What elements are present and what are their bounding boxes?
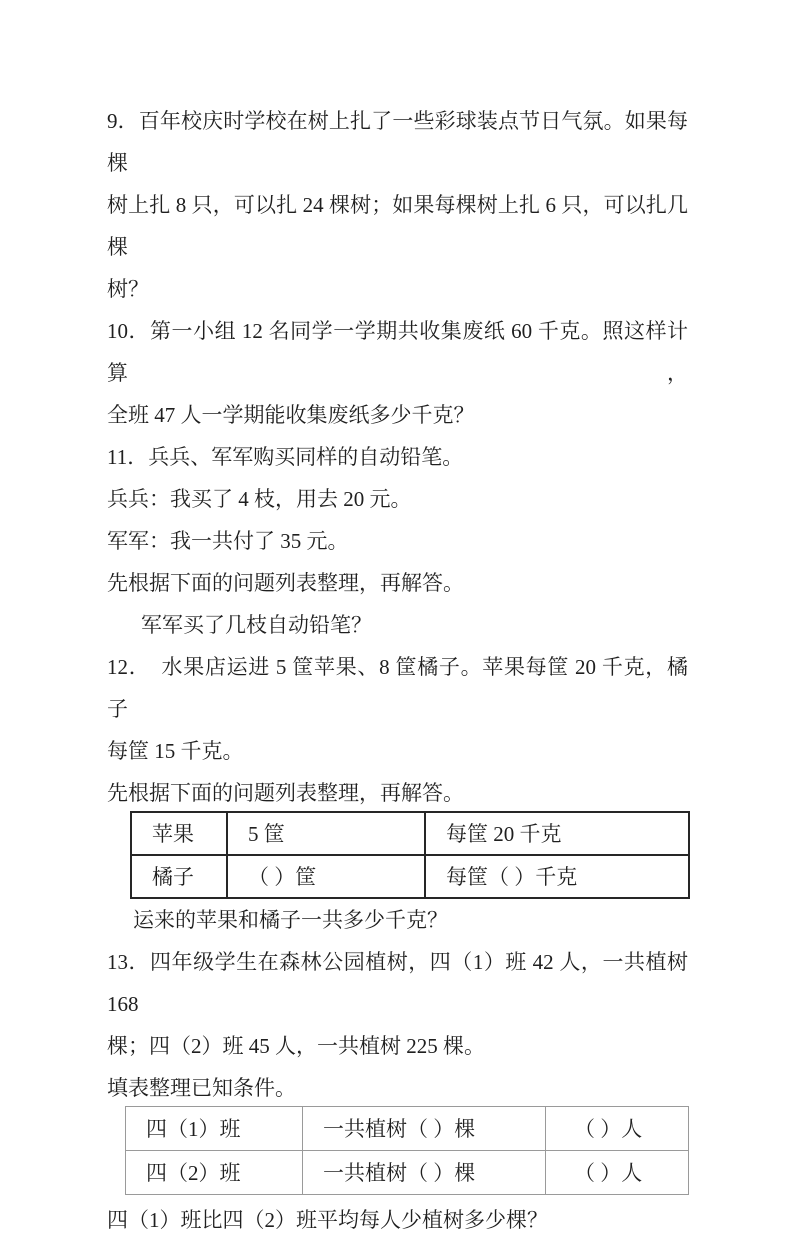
problem-11-junjun-statement: 军军：我一共付了 35 元。 [107, 529, 349, 553]
problem-11-bingbing-statement: 兵兵：我买了 4 枝，用去 20 元。 [107, 487, 412, 511]
fruit-table-cell-apple-label: 苹果 [131, 812, 227, 855]
class-table [125, 1106, 689, 1195]
fruit-table-row-orange [131, 855, 689, 898]
class-table-cell-class1-people: （ ）人 [546, 1107, 689, 1151]
class-table-cell-class1-trees: 一共植树（ ）棵 [303, 1107, 546, 1151]
class-table-cell-class2-label: 四（2）班 [126, 1151, 303, 1195]
fruit-table-cell-apple-weight: 每筐 20 千克 [425, 812, 689, 855]
problem-9-line-1: 9．百年校庆时学校在树上扎了一些彩球装点节日气氛。如果每棵 [107, 109, 688, 175]
fruit-table-row-apple [131, 812, 689, 855]
fruit-table-cell-orange-weight: 每筐（ ）千克 [425, 855, 689, 898]
problem-12-line-2: 每筐 15 千克。 [107, 739, 244, 763]
class-table-cell-class2-people: （ ）人 [546, 1151, 689, 1195]
problem-13-instruction: 填表整理已知条件。 [107, 1076, 296, 1100]
class-table-row-class2 [126, 1151, 689, 1195]
problem-9-line-2: 树上扎 8 只，可以扎 24 棵树；如果每棵树上扎 6 只，可以扎几棵 [107, 193, 688, 259]
problem-11-instruction: 先根据下面的问题列表整理，再解答。 [107, 571, 464, 595]
class-table-cell-class1-label: 四（1）班 [126, 1107, 303, 1151]
problem-10-line-2: 全班 47 人一学期能收集废纸多少千克？ [107, 403, 475, 427]
problem-11-intro: 11．兵兵、军军购买同样的自动铅笔。 [107, 445, 464, 469]
problem-12-question: 运来的苹果和橘子一共多少千克？ [133, 908, 448, 932]
problem-13-question: 四（1）班比四（2）班平均每人少植树多少棵？ [107, 1208, 548, 1232]
class-table-cell-class2-trees: 一共植树（ ）棵 [303, 1151, 546, 1195]
problem-13-line-2: 棵；四（2）班 45 人，一共植树 225 棵。 [107, 1034, 485, 1058]
problem-11-question: 军军买了几枝自动铅笔？ [141, 613, 372, 637]
fruit-table [130, 811, 690, 899]
problem-12-instruction: 先根据下面的问题列表整理，再解答。 [107, 781, 464, 805]
problem-9-line-3: 树？ [107, 277, 149, 301]
fruit-table-cell-apple-count: 5 筐 [227, 812, 425, 855]
problem-13-line-1: 13．四年级学生在森林公园植树，四（1）班 42 人，一共植树 168 [107, 950, 688, 1016]
class-table-row-class1 [126, 1107, 689, 1151]
fruit-table-cell-orange-label: 橘子 [131, 855, 227, 898]
fruit-table-cell-orange-count: （ ）筐 [227, 855, 425, 898]
problem-12-line-1: 12． 水果店运进 5 筐苹果、8 筐橘子。苹果每筐 20 千克，橘子 [107, 655, 688, 721]
problem-10-line-1: 10．第一小组 12 名同学一学期共收集废纸 60 千克。照这样计算， [107, 319, 688, 385]
